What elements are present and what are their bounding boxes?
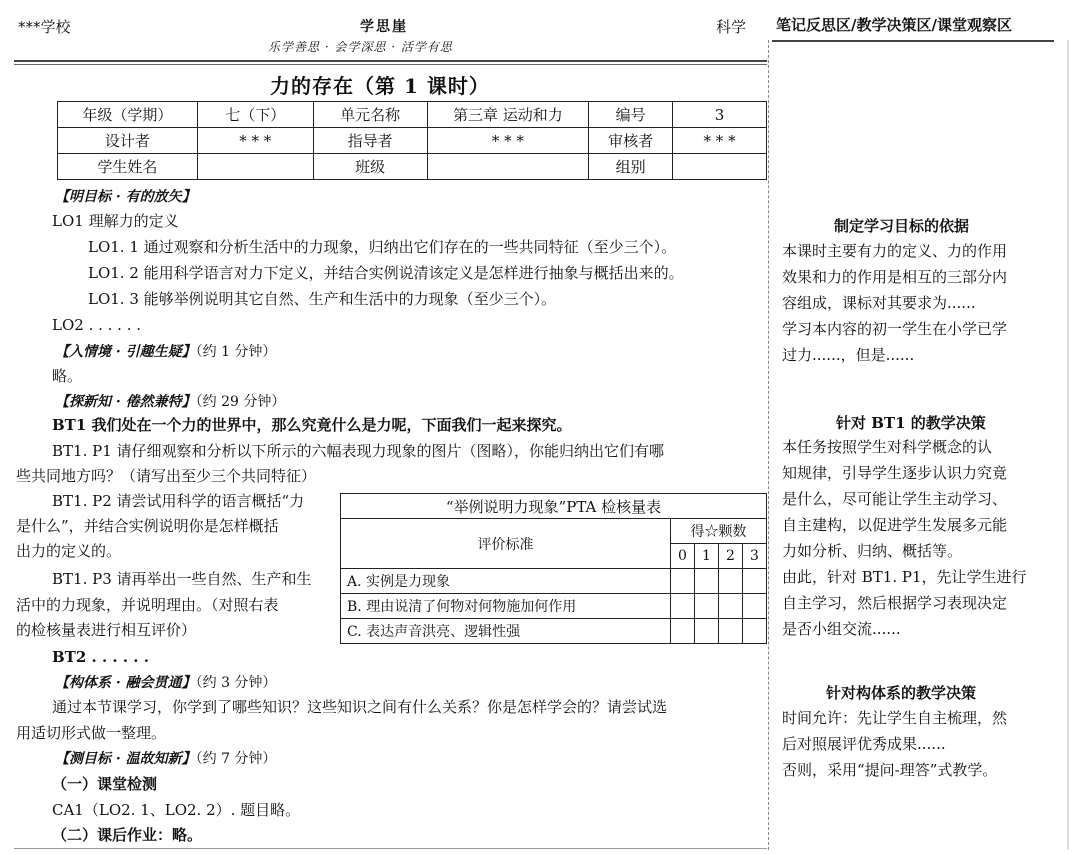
subject: 科学	[716, 18, 747, 36]
pta-score-cell[interactable]	[671, 619, 695, 644]
pta-checklist-table	[340, 493, 767, 644]
sidebar-heading: 制定学习目标的依据	[834, 217, 970, 235]
pta-score-cell[interactable]	[695, 619, 719, 644]
objective-lo1-2: LO1. 2 能用科学语言对力下定义，并结合实例说清该定义是怎样进行抽象与概括出来的。	[88, 264, 684, 282]
info-cell[interactable]	[197, 154, 313, 180]
objective-lo1-3: LO1. 3 能够举例说明其它自然、生产和生活中的力现象（至少三个）。	[88, 290, 557, 308]
info-cell: 设计者	[58, 128, 198, 154]
task-bt1-p2: BT1. P2 请尝试用科学的语言概括“力	[52, 492, 305, 510]
pta-criterion: C. 表达声音洪亮、逻辑性强	[341, 619, 671, 644]
sidebar-note: 本课时主要有力的定义、力的作用 效果和力的作用是相互的三部分内 容组成，课标对其要求为...... 学习本内容的初一学生在小学已学 过力......，但是......	[782, 242, 1008, 364]
paragraph: 略。	[52, 367, 83, 385]
pta-score-cell[interactable]	[671, 569, 695, 594]
section-heading: 【入情境 · 引趣生疑】（约 1 分钟）	[55, 344, 277, 360]
header-rule-thin	[14, 64, 767, 65]
info-cell: 第三章 运动和力	[427, 102, 589, 128]
info-row	[58, 102, 767, 128]
pta-score-label: 1	[695, 544, 719, 569]
info-cell: * * *	[197, 128, 313, 154]
objective-lo1: LO1 理解力的定义	[52, 212, 179, 230]
pta-score-cell[interactable]	[743, 594, 767, 619]
info-cell: 七（下）	[197, 102, 313, 128]
pta-score-cell[interactable]	[743, 619, 767, 644]
assessment-ca1: CA1（LO2. 1、LO2. 2）. 题目略。	[52, 801, 301, 819]
pta-score-label: 0	[671, 544, 695, 569]
section-heading: 【测目标 · 温故知新】（约 7 分钟）	[55, 751, 277, 767]
bottom-rule	[14, 848, 767, 849]
pta-score-label: 2	[719, 544, 743, 569]
task-bt1-p2: 是什么”，并结合实例说明你是怎样概括	[16, 517, 279, 535]
task-bt1-p3: BT1. P3 请再举出一些自然、生产和生	[52, 570, 312, 588]
task-bt1-p2: 出力的定义的。	[16, 542, 122, 560]
section-heading: 【构体系 · 融会贯通】（约 3 分钟）	[55, 675, 277, 691]
paragraph: 用适切形式做一整理。	[16, 724, 167, 742]
pta-row	[341, 569, 767, 594]
info-cell: 3	[673, 102, 767, 128]
info-cell: 审核者	[589, 128, 673, 154]
sidebar-note: 本任务按照学生对科学概念的认 知规律，引导学生逐步认识力究竟 是什么，尽可能让学生主动学习、 自主建构，以促进学生发展多元能 力如分析、归纳、概括等。 由此，针对 BT1. P1，先让学生进行 自主学习，然后根据学习表现决定 是否小组交流......	[782, 438, 1027, 638]
header-rule	[14, 60, 767, 62]
column-divider	[768, 40, 769, 850]
task-bt1-p1: 些共同地方吗？（请写出至少三个共同特征）	[16, 467, 317, 485]
info-cell[interactable]	[427, 154, 589, 180]
pta-criterion: B. 理由说清了何物对何物施加何作用	[341, 594, 671, 619]
pta-title: “举例说明力现象”PTA 检核量表	[341, 494, 767, 519]
subsection-heading: （一）课堂检测	[52, 775, 158, 793]
pta-criteria-header: 评价标准	[341, 519, 671, 569]
info-table	[57, 101, 767, 180]
motto: 乐学善思 · 会学深思 · 活学有思	[268, 40, 453, 54]
pta-score-cell[interactable]	[743, 569, 767, 594]
sidebar-rule	[772, 40, 1054, 42]
pta-score-label: 3	[743, 544, 767, 569]
pta-title-row	[341, 494, 767, 519]
info-cell: 学生姓名	[58, 154, 198, 180]
subsection-heading: （二）课后作业：略。	[52, 826, 203, 844]
info-cell: 班级	[313, 154, 427, 180]
task-bt1: BT1 我们处在一个力的世界中，那么究竟什么是力呢，下面我们一起来探究。	[52, 416, 572, 434]
info-cell: * * *	[427, 128, 589, 154]
info-cell: 单元名称	[313, 102, 427, 128]
paragraph: 通过本节课学习，你学到了哪些知识？这些知识之间有什么关系？你是怎样学会的？请尝试选	[52, 698, 668, 716]
task-bt2: BT2 . . . . . .	[52, 648, 149, 666]
school-name: ***学校	[18, 18, 71, 36]
pta-row	[341, 619, 767, 644]
sidebar-heading: 针对构体系的教学决策	[826, 684, 977, 702]
info-cell: 编号	[589, 102, 673, 128]
pta-score-cell[interactable]	[671, 594, 695, 619]
pta-score-cell[interactable]	[719, 569, 743, 594]
pta-score-header: 得☆颗数	[671, 519, 767, 544]
pta-row	[341, 594, 767, 619]
pta-score-cell[interactable]	[695, 594, 719, 619]
sidebar-heading: 针对 BT1 的教学决策	[836, 414, 986, 432]
objective-lo2: LO2 . . . . . .	[52, 316, 142, 334]
document-name: 学思崖	[360, 19, 408, 35]
pta-score-cell[interactable]	[695, 569, 719, 594]
section-heading: 【明目标 · 有的放矢】	[55, 189, 196, 205]
info-cell: * * *	[673, 128, 767, 154]
pta-score-cell[interactable]	[719, 619, 743, 644]
section-heading: 【探新知 · 倦然兼特】（约 29 分钟）	[55, 394, 286, 410]
page-edge	[1067, 40, 1069, 850]
task-bt1-p3: 活中的力现象，并说明理由。（对照右表	[16, 596, 279, 614]
pta-score-cell[interactable]	[719, 594, 743, 619]
lesson-title: 力的存在（第 1 课时）	[270, 74, 490, 98]
info-row	[58, 154, 767, 180]
objective-lo1-1: LO1. 1 通过观察和分析生活中的力现象，归纳出它们存在的一些共同特征（至少三个）。	[88, 238, 677, 256]
pta-header-row	[341, 519, 767, 544]
info-cell[interactable]	[673, 154, 767, 180]
task-bt1-p3: 的检核量表进行相互评价）	[16, 621, 197, 639]
task-bt1-p1: BT1. P1 请仔细观察和分析以下所示的六幅表现力现象的图片（图略），你能归纳出它们有哪	[52, 442, 665, 460]
pta-criterion: A. 实例是力现象	[341, 569, 671, 594]
info-row	[58, 128, 767, 154]
sidebar-note: 时间允许：先让学生自主梳理，然 后对照展评优秀成果...... 否则，采用“提问-理答”式教学。	[782, 709, 1008, 779]
info-cell: 组别	[589, 154, 673, 180]
sidebar-title: 笔记反思区/教学决策区/课堂观察区	[776, 16, 1012, 34]
info-cell: 指导者	[313, 128, 427, 154]
info-cell: 年级（学期）	[58, 102, 198, 128]
